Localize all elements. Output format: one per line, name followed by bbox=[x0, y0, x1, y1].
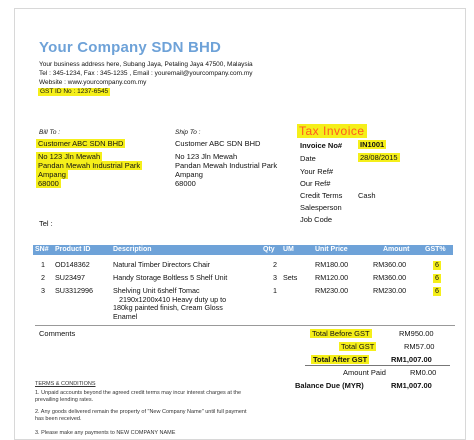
row-product-id: SU3312996 bbox=[55, 286, 93, 295]
col-sn: SN# bbox=[35, 246, 49, 253]
comments-label: Comments bbox=[39, 329, 76, 338]
ship-to-line: Pandan Mewah Industrial Park bbox=[175, 161, 278, 170]
company-contact: Tel : 345-1234, Fax : 345-1235 , Email : youremail@yourcompany.com.my bbox=[39, 70, 253, 77]
row-amount: RM360.00 bbox=[373, 273, 407, 282]
row-um: Sets bbox=[283, 273, 298, 282]
total-after-gst-value: RM1,007.00 bbox=[391, 355, 432, 364]
terms-line: 3. Please make any payments to NEW COMPANY NAME bbox=[35, 430, 176, 436]
bill-to-name: Customer ABC SDN BHD bbox=[38, 139, 124, 148]
row-unit-price: RM230.00 bbox=[315, 286, 349, 295]
company-gst-id: GST ID No : 1237-6545 bbox=[40, 88, 109, 95]
items-table-header bbox=[33, 245, 453, 255]
company-website: Website : www.yourcompany.com.my bbox=[39, 79, 147, 86]
invoice-page bbox=[14, 8, 466, 440]
tel-label: Tel : bbox=[39, 219, 53, 228]
amount-paid-value: RM0.00 bbox=[410, 368, 437, 377]
row-unit-price: RM120.00 bbox=[315, 273, 349, 282]
amount-paid-label: Amount Paid bbox=[343, 368, 386, 377]
bill-to-line: Pandan Mewah Industrial Park bbox=[38, 161, 141, 170]
row-unit-price: RM180.00 bbox=[315, 260, 349, 269]
document-title: Tax Invoice bbox=[299, 124, 365, 138]
col-product-id: Product ID bbox=[55, 246, 91, 253]
total-after-gst-label: Total After GST bbox=[313, 355, 368, 364]
ship-to-label: Ship To : bbox=[175, 129, 201, 136]
balance-due-label: Balance Due (MYR) bbox=[295, 381, 364, 390]
row-description: Handy Storage Boltless 5 Shelf Unit bbox=[113, 273, 228, 282]
row-qty: 1 bbox=[273, 286, 277, 295]
terms-line: prevailing lending rates. bbox=[35, 397, 94, 403]
col-unit-price: Unit Price bbox=[315, 246, 348, 253]
col-description: Description bbox=[113, 246, 152, 253]
ship-to-line: Ampang bbox=[175, 170, 203, 179]
salesperson-label: Salesperson bbox=[300, 203, 342, 212]
terms-title: TERMS & CONDITIONS bbox=[35, 381, 96, 387]
invoice-no-label: Invoice No# bbox=[300, 141, 343, 150]
col-amount: Amount bbox=[383, 246, 410, 253]
job-code-label: Job Code bbox=[300, 215, 333, 224]
bill-to-line: 68000 bbox=[38, 179, 59, 188]
col-um: UM bbox=[283, 246, 294, 253]
company-address: Your business address here, Subang Jaya, Petaling Jaya 47500, Malaysia bbox=[39, 61, 253, 68]
row-amount: RM360.00 bbox=[373, 260, 407, 269]
ship-to-line: No 123 Jln Mewah bbox=[175, 152, 238, 161]
total-before-gst-label: Total Before GST bbox=[312, 329, 370, 338]
credit-terms-value: Cash bbox=[358, 191, 376, 200]
col-gst: GST% bbox=[425, 246, 446, 253]
row-sn: 3 bbox=[41, 286, 45, 295]
row-sn: 1 bbox=[41, 260, 45, 269]
row-product-id: SU23497 bbox=[55, 273, 85, 282]
totals-divider bbox=[305, 365, 450, 366]
row-description: Enamel bbox=[113, 311, 138, 321]
row-qty: 2 bbox=[273, 260, 277, 269]
bill-to-label: Bill To : bbox=[39, 129, 61, 136]
col-qty: Qty bbox=[263, 246, 275, 253]
row-qty: 3 bbox=[273, 273, 277, 282]
total-gst-label: Total GST bbox=[341, 342, 375, 351]
total-gst-value: RM57.00 bbox=[404, 342, 435, 351]
row-amount: RM230.00 bbox=[373, 286, 407, 295]
ship-to-line: 68000 bbox=[175, 179, 196, 188]
company-name: Your Company SDN BHD bbox=[39, 39, 222, 56]
row-gst: 6 bbox=[435, 286, 439, 295]
terms-line: 2. Any goods delivered remain the property of "New Company Name" until full payment bbox=[35, 409, 247, 415]
row-gst: 6 bbox=[435, 273, 439, 282]
terms-line: has been received. bbox=[35, 416, 82, 422]
bill-to-line: No 123 Jln Mewah bbox=[38, 152, 101, 161]
bill-to-line: Ampang bbox=[38, 170, 66, 179]
terms-line: 1. Unpaid accounts beyond the agreed credit terms may incur interest charges at the bbox=[35, 390, 242, 396]
row-description: Natural Timber Directors Chair bbox=[113, 260, 211, 269]
row-description: 2190x1200x410 Heavy duty up to bbox=[119, 294, 227, 304]
date-value: 28/08/2015 bbox=[360, 153, 398, 162]
your-ref-label: Your Ref# bbox=[300, 167, 334, 176]
row-sn: 2 bbox=[41, 273, 45, 282]
total-before-gst-value: RM950.00 bbox=[399, 329, 434, 338]
invoice-no-value: IN1001 bbox=[360, 140, 385, 149]
row-gst: 6 bbox=[435, 260, 439, 269]
row-description: Shelving Unit 6shelf Tomac bbox=[113, 286, 200, 295]
date-label: Date bbox=[300, 154, 316, 163]
our-ref-label: Our Ref# bbox=[300, 179, 331, 188]
row-product-id: OD148362 bbox=[55, 260, 90, 269]
row-description: 180kg painted finish, Cream Gloss bbox=[113, 303, 223, 312]
ship-to-name: Customer ABC SDN BHD bbox=[175, 139, 261, 148]
divider bbox=[35, 325, 455, 326]
balance-due-value: RM1,007.00 bbox=[391, 381, 432, 390]
credit-terms-label: Credit Terms bbox=[300, 191, 343, 200]
